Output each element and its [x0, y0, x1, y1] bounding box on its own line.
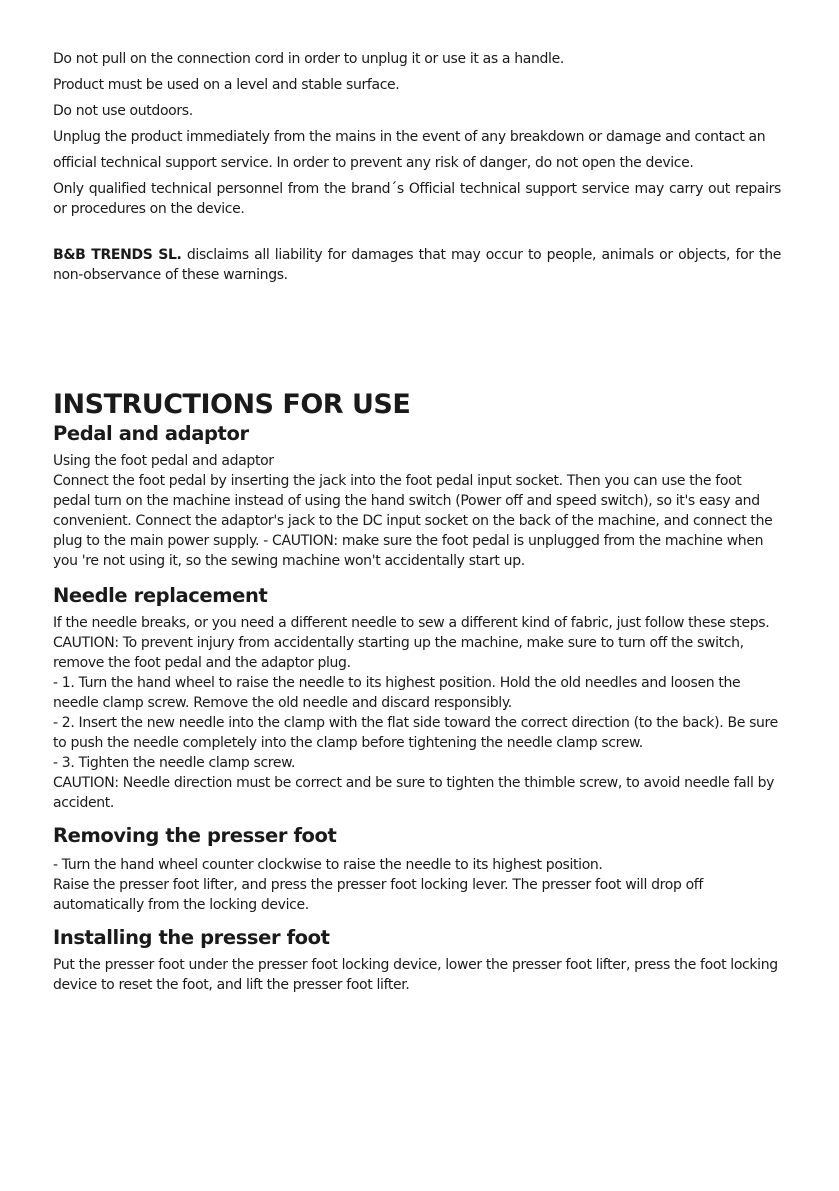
- needle-line: - 1. Turn the hand wheel to raise the needle to its highest position. Hold the old needles and loosen the needle clamp screw. Remove the old needle and discard responsibly.: [53, 675, 741, 711]
- main-title: INSTRUCTIONS FOR USE: [53, 389, 411, 420]
- needle-line: CAUTION: Needle direction must be correct and be sure to tighten the thimble screw, to avoid needle fall by accident.: [53, 775, 775, 811]
- needle-line: - 2. Insert the new needle into the clamp with the flat side toward the correct direction (to the back). Be sure to push the needle completely into the clamp before tightening the needle clamp screw.: [53, 715, 778, 751]
- remove-foot-line: Raise the presser foot lifter, and press the presser foot locking lever. The presser foot will drop off automatically from the locking device.: [53, 877, 703, 913]
- needle-line: If the needle breaks, or you need a different needle to sew a different kind of fabric, just follow these steps.: [53, 615, 770, 631]
- pedal-body: Connect the foot pedal by inserting the jack into the foot pedal input socket. Then you can use the foot pedal turn on the machine instead of using the hand switch (Power off and speed switch), so it's easy and convenient. Connect the adaptor's jack to the DC input socket on the back of the machine, and connect the plug to the main power supply. - CAUTION: make sure the foot pedal is unplugged from the machine when you 're not using it, so the sewing machine won't accidentally start up.: [53, 473, 773, 569]
- section-heading-install-foot: Installing the presser foot: [53, 926, 330, 949]
- warning-line: official technical support service. In order to prevent any risk of danger, do not open the device.: [53, 155, 694, 171]
- section-heading-pedal: Pedal and adaptor: [53, 422, 249, 445]
- warning-line: Unplug the product immediately from the mains in the event of any breakdown or damage and contact an: [53, 129, 766, 145]
- needle-line: - 3. Tighten the needle clamp screw.: [53, 755, 296, 771]
- disclaimer-text: disclaims all liability for damages that may occur to people, animals or objects, for the non-observance of these warnings.: [53, 247, 781, 283]
- install-foot-body: Put the presser foot under the presser foot locking device, lower the presser foot lifter, press the foot locking device to reset the foot, and lift the presser foot lifter.: [53, 957, 778, 993]
- warning-line: Product must be used on a level and stable surface.: [53, 77, 400, 93]
- pedal-subheading: Using the foot pedal and adaptor: [53, 453, 274, 469]
- needle-line: CAUTION: To prevent injury from accidentally starting up the machine, make sure to turn off the switch, remove the foot pedal and the adaptor plug.: [53, 635, 744, 671]
- remove-foot-line: - Turn the hand wheel counter clockwise to raise the needle to its highest position.: [53, 857, 603, 873]
- warning-line: Do not pull on the connection cord in order to unplug it or use it as a handle.: [53, 51, 564, 67]
- section-heading-needle: Needle replacement: [53, 584, 268, 607]
- disclaimer-paragraph: [53, 245, 781, 285]
- warning-line: Do not use outdoors.: [53, 103, 193, 119]
- safety-warnings: [53, 49, 781, 219]
- company-name: B&B TRENDS SL.: [53, 247, 182, 263]
- warning-line: Only qualified technical personnel from the brand´s Official technical support service may carry out repairs or procedures on the device.: [53, 181, 781, 217]
- section-heading-remove-foot: Removing the presser foot: [53, 824, 337, 847]
